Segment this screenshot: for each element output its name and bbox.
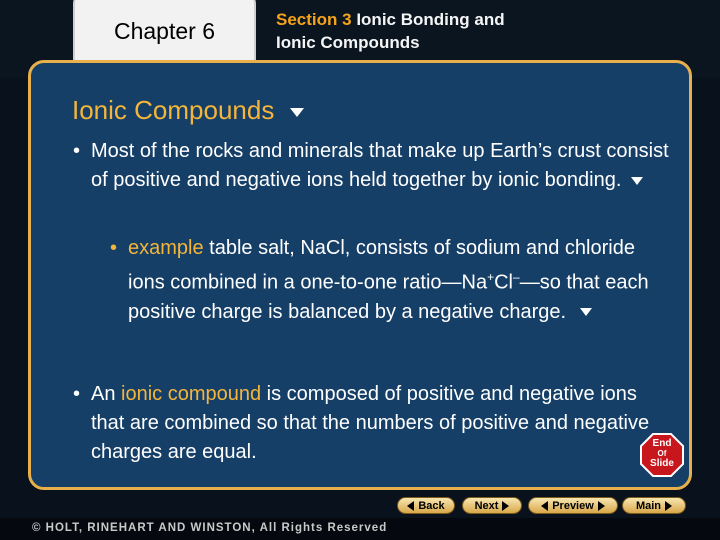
preview-button[interactable] — [528, 497, 618, 514]
next-button-label: Next — [474, 500, 499, 512]
bullet-dot: • — [73, 140, 81, 162]
section-prefix: Section 3 — [276, 10, 352, 29]
next-button[interactable] — [462, 497, 522, 514]
back-arrow-icon — [407, 501, 414, 511]
bullet-2-pre: An — [91, 383, 122, 405]
preview-right-arrow-icon — [598, 501, 605, 511]
bullet-dot: • — [73, 383, 81, 405]
bullet-1-text: Most of the rocks and minerals that make up Earth’s crust consist of positive and negative ions held together by ionic bonding. — [91, 140, 669, 191]
end-slide-line2: Of — [657, 449, 667, 458]
end-slide-line3: Slide — [650, 458, 674, 469]
bullet-2-post: is composed of positive and negative ions that are combined so that the numbers of positive and negative charges are equal. — [91, 383, 650, 463]
main-arrow-icon — [665, 501, 672, 511]
chloride-symbol: Cl — [494, 271, 513, 294]
example-text-2: Cl, consists of sodium and chloride ions combined in a one-to-one ratio—Na — [128, 237, 635, 294]
minus-sign: – — [513, 270, 520, 284]
next-arrow-icon — [502, 501, 509, 511]
slide-heading — [72, 95, 304, 126]
preview-button-label: Preview — [552, 500, 594, 512]
bullet-1 — [73, 137, 671, 195]
arrow-down-icon[interactable] — [580, 308, 592, 316]
arrow-down-icon[interactable] — [631, 177, 643, 185]
end-slide-line1: End — [652, 438, 672, 449]
main-button-label: Main — [635, 500, 662, 512]
end-of-slide-icon[interactable] — [640, 433, 684, 477]
back-button-label: Back — [418, 500, 445, 512]
plus-sign: + — [487, 270, 495, 284]
main-button[interactable] — [622, 497, 686, 514]
section-title-line1: Ionic Bonding and — [356, 10, 505, 29]
bullet-example — [110, 234, 668, 327]
copyright-text: © HOLT, RINEHART AND WINSTON, All Rights Reserved — [32, 522, 388, 534]
bullet-dot: • — [110, 237, 118, 259]
ionic-compound-term: ionic compound — [121, 383, 262, 405]
back-button[interactable] — [397, 497, 455, 514]
example-text-3: —so that each positive charge is balanced by a negative charge. — [128, 271, 649, 323]
chapter-label: Chapter 6 — [113, 18, 215, 44]
section-title-line2: Ionic Compounds — [276, 33, 420, 52]
example-text-1: table salt, Na — [203, 237, 326, 259]
bullet-2 — [73, 380, 656, 467]
preview-left-arrow-icon — [541, 501, 548, 511]
arrow-down-icon[interactable] — [290, 108, 304, 117]
example-label: example — [128, 237, 204, 259]
section-title — [276, 8, 596, 54]
heading-text: Ionic Compounds — [72, 95, 275, 125]
